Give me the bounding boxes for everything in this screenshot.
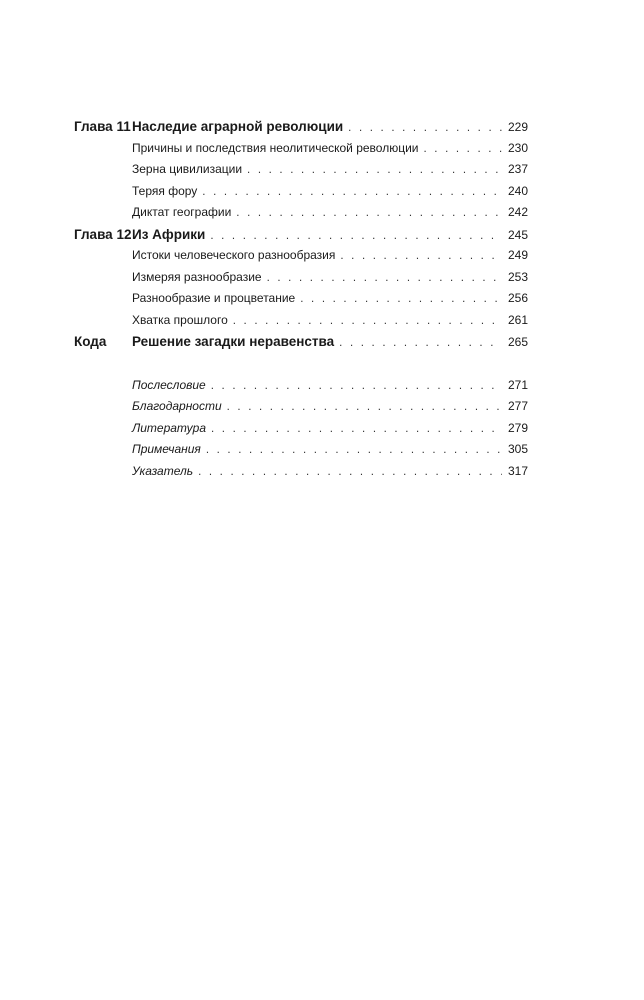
- page-number: 277: [507, 399, 528, 413]
- page-number: 261: [507, 312, 528, 327]
- page-number: 229: [507, 120, 528, 134]
- toc-section[interactable]: [74, 288, 528, 310]
- dot-leader: [202, 182, 502, 204]
- page-number: 279: [507, 420, 528, 435]
- chapter-entry: [132, 331, 528, 355]
- dot-leader: [210, 226, 502, 248]
- toc-section[interactable]: [74, 245, 528, 267]
- chapter-label: Глава 11: [74, 119, 131, 134]
- section-title: Теряя фору: [132, 183, 198, 198]
- page-number: 256: [507, 291, 528, 305]
- toc-back-matter-item[interactable]: [74, 439, 528, 461]
- toc-section[interactable]: [74, 159, 528, 181]
- dot-leader: [211, 376, 502, 398]
- page-number: 253: [507, 269, 528, 284]
- page-number: 242: [507, 205, 528, 219]
- table-of-contents: [74, 116, 528, 482]
- page-number: 317: [507, 463, 528, 478]
- toc-chapter-11[interactable]: [74, 116, 528, 138]
- page-number: 249: [507, 248, 528, 262]
- section-title: Измеряя разнообразие: [132, 269, 262, 284]
- page-number: 237: [507, 162, 528, 176]
- dot-leader: [211, 419, 502, 441]
- chapter-entry: [132, 224, 528, 248]
- back-matter-title: Примечания: [132, 442, 201, 456]
- back-matter-title: Послесловие: [132, 377, 206, 392]
- dot-leader: [247, 160, 502, 182]
- page-number: 305: [507, 442, 528, 456]
- toc-section[interactable]: [74, 310, 528, 332]
- toc-chapter-12[interactable]: [74, 224, 528, 246]
- dot-leader: [339, 333, 502, 355]
- toc-section[interactable]: [74, 202, 528, 224]
- toc-back-matter-item[interactable]: [74, 375, 528, 397]
- dot-leader: [206, 440, 502, 462]
- dot-leader: [300, 289, 502, 311]
- spacer: [74, 353, 528, 375]
- toc-section[interactable]: [74, 138, 528, 160]
- dot-leader: [424, 139, 503, 161]
- chapter-entry: [132, 116, 528, 140]
- back-matter-title: Благодарности: [132, 399, 222, 413]
- section-title: Причины и последствия неолитической революции: [132, 140, 419, 155]
- page-number: 240: [507, 183, 528, 198]
- page-number: 245: [507, 227, 528, 242]
- dot-leader: [227, 397, 502, 419]
- dot-leader: [340, 246, 502, 268]
- toc-section[interactable]: [74, 267, 528, 289]
- page-number: 265: [507, 335, 528, 349]
- toc-coda[interactable]: [74, 331, 528, 353]
- dot-leader: [233, 311, 502, 333]
- chapter-title: Решение загадки неравенства: [132, 334, 335, 349]
- toc-back-matter-item[interactable]: [74, 461, 528, 483]
- section-title: Хватка прошлого: [132, 312, 228, 327]
- page-number: 271: [507, 377, 528, 392]
- chapter-label: Кода: [74, 334, 107, 349]
- back-matter-title: Литература: [132, 420, 206, 435]
- dot-leader: [198, 462, 502, 484]
- chapter-title: Наследие аграрной революции: [132, 119, 344, 134]
- back-matter-title: Указатель: [132, 463, 194, 478]
- section-title: Истоки человеческого разнообразия: [132, 248, 336, 262]
- toc-section[interactable]: [74, 181, 528, 203]
- chapter-title: Из Африки: [132, 226, 206, 242]
- toc-back-matter-item[interactable]: [74, 396, 528, 418]
- page-number: 230: [507, 140, 528, 155]
- dot-leader: [348, 118, 502, 140]
- section-title: Зерна цивилизации: [132, 162, 243, 176]
- chapter-label: Глава 12: [74, 226, 132, 242]
- section-title: Разнообразие и процветание: [132, 291, 296, 305]
- dot-leader: [267, 268, 502, 290]
- section-title: Диктат географии: [132, 205, 232, 219]
- dot-leader: [236, 203, 502, 225]
- toc-back-matter-item[interactable]: [74, 418, 528, 440]
